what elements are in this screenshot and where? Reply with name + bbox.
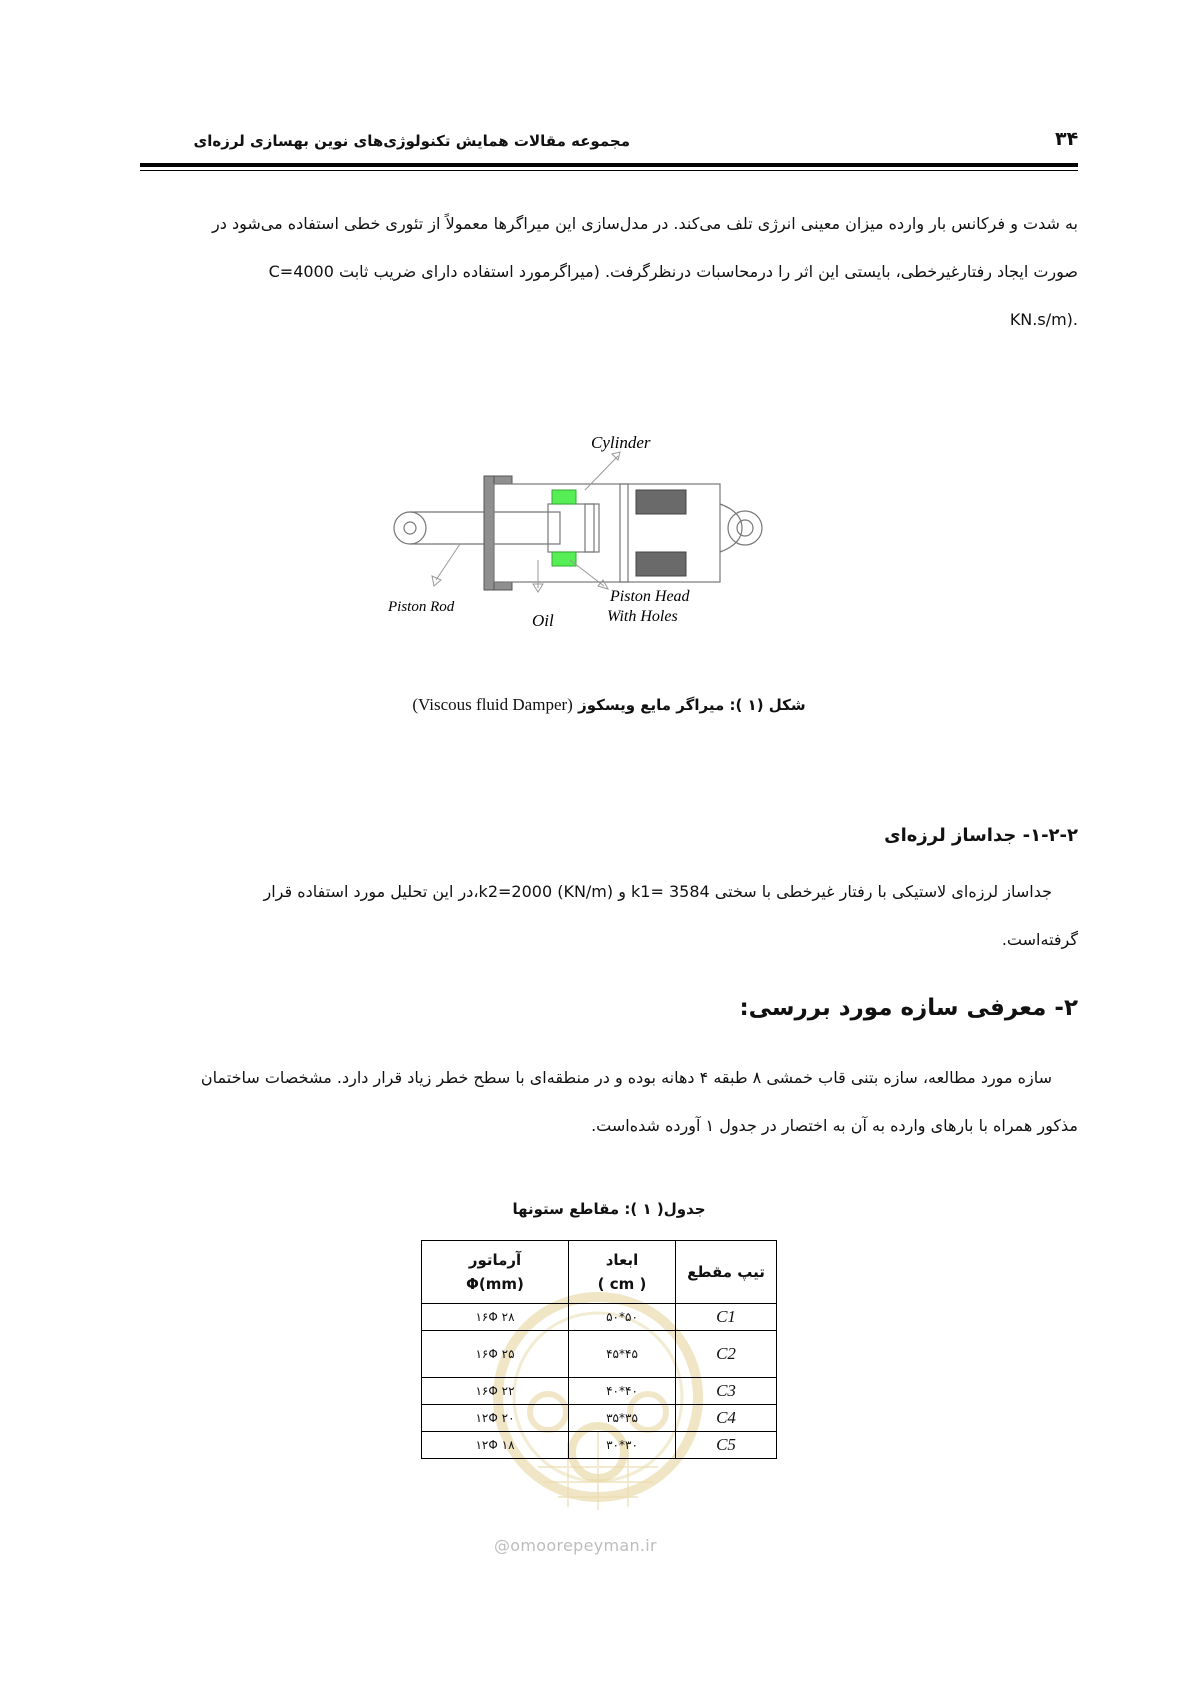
table-row: [422, 1405, 777, 1432]
end-cap: [484, 476, 494, 590]
cell-type: C2: [676, 1331, 777, 1378]
column-sections-table: [421, 1240, 777, 1459]
cell-rebar: ۱۶Φ ۲۸: [422, 1304, 569, 1331]
header-rule-thin: [140, 170, 1078, 171]
table-row: [422, 1378, 777, 1405]
seal-bottom: [552, 552, 576, 566]
accumulator-bottom: [636, 552, 686, 576]
figure-caption-fa: شکل (۱ ): میراگر مایع ویسکوز: [578, 696, 806, 714]
table-row: [422, 1304, 777, 1331]
running-header-title: مجموعه مقالات همایش تکنولوژی‌های نوین بهسازی لرزه‌ای: [193, 132, 630, 150]
header-rule: [140, 163, 1078, 167]
page-number: ۳۴: [1055, 128, 1079, 150]
label-cylinder: Cylinder: [591, 433, 651, 452]
intro-paragraph: [140, 200, 1078, 344]
col-header-rebar: آرماتور Φ(mm): [422, 1241, 569, 1304]
watermark-text: @omoorepeyman.ir: [494, 1536, 657, 1555]
cell-type: C5: [676, 1432, 777, 1459]
intro-line-2: صورت ایجاد رفتارغیرخطی، بایستی این اثر را درمحاسبات درنظرگرفت. (میراگرمورد استفاده دارای ضریب ثابت C=4000: [268, 262, 1078, 281]
cylinder-leader: [585, 456, 618, 490]
label-piston-head: Piston Head: [610, 588, 690, 605]
cell-dims: ۴۰*۴۰: [569, 1378, 676, 1405]
cell-rebar: ۱۶Φ ۲۲: [422, 1378, 569, 1405]
right-eye: [728, 511, 762, 545]
isolator-paragraph: [140, 868, 1078, 964]
figure-caption-en: (Viscous fluid Damper): [412, 695, 573, 714]
cell-dims: ۳۵*۳۵: [569, 1405, 676, 1432]
left-eye: [394, 512, 426, 544]
piston-rod-leader: [436, 544, 460, 580]
section-heading-isolator: ۱-۲-۲- جداساز لرزه‌ای: [884, 825, 1078, 846]
table-row: [422, 1331, 777, 1378]
table-caption: جدول( ۱ ): مقاطع ستونها: [512, 1200, 706, 1218]
label-oil: Oil: [532, 611, 554, 630]
table-row: [422, 1432, 777, 1459]
structure-line-2: مذکور همراه با بارهای وارده به آن به اختصار در جدول ۱ آورده شده‌است.: [591, 1116, 1078, 1135]
label-piston-rod: Piston Rod: [388, 599, 455, 615]
seal-top: [552, 490, 576, 504]
label-with-holes: With Holes: [607, 608, 678, 625]
cell-dims: ۴۵*۴۵: [569, 1331, 676, 1378]
cell-rebar: ۱۶Φ ۲۵: [422, 1331, 569, 1378]
piston-head: [548, 504, 594, 552]
cell-rebar: ۱۲Φ ۲۰: [422, 1405, 569, 1432]
cell-type: C1: [676, 1304, 777, 1331]
figure-caption: [140, 695, 1078, 715]
cell-type: C3: [676, 1378, 777, 1405]
cell-rebar: ۱۲Φ ۱۸: [422, 1432, 569, 1459]
structure-line-1: سازه مورد مطالعه، سازه بتنی قاب خمشی ۸ طبقه ۴ دهانه بوده و در منطقه‌ای با سطح خطر زیاد قرار دارد. مشخصات ساختمان: [200, 1068, 1052, 1087]
section-heading-structure: ۲- معرفی سازه مورد بررسی:: [739, 995, 1078, 1021]
structure-paragraph: [140, 1054, 1078, 1150]
intro-line-1: به شدت و فرکانس بار وارده میزان معینی انرژی تلف می‌کند. در مدل‌سازی این میراگرها معمولاً از تئوری خطی استفاده می‌شود در: [212, 214, 1078, 233]
cell-dims: ۳۰*۳۰: [569, 1432, 676, 1459]
isolator-line-1: جداساز لرزه‌ای لاستیکی با رفتار غیرخطی با سختی k1= 3584 و k2=2000 (KN/m)،در این تحلیل مورد استفاده قرار: [263, 882, 1052, 901]
damper-figure: [380, 420, 800, 640]
cell-dims: ۵۰*۵۰: [569, 1304, 676, 1331]
intro-line-3: .(KN.s/m: [1009, 310, 1078, 329]
isolator-line-2: گرفته‌است.: [1001, 930, 1078, 949]
accumulator-top: [636, 490, 686, 514]
col-header-dims: ابعاد ( cm ): [569, 1241, 676, 1304]
cell-type: C4: [676, 1405, 777, 1432]
col-header-type: تیپ مقطع: [676, 1241, 777, 1304]
